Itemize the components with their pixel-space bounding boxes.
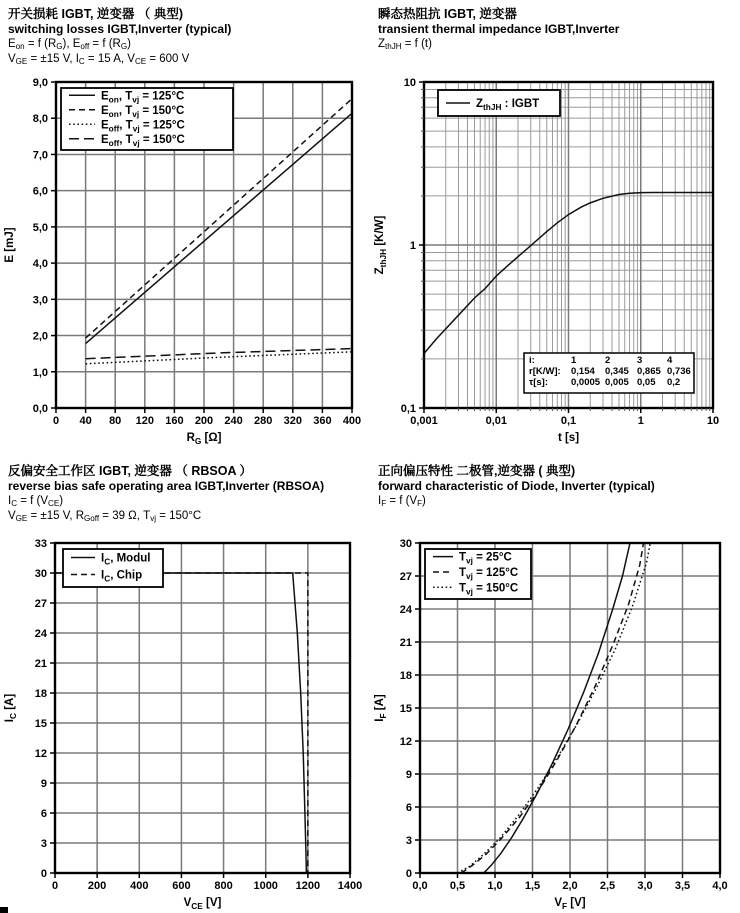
x-tick-label: 80 [109,415,122,427]
y-tick-label: 12 [399,736,412,748]
y-tick-label: 7,0 [32,149,48,162]
y-axis-title: E [mJ] [4,227,16,263]
chart-title-line: reverse bias safe operating area IGBT,Inverter (RBSOA) [8,479,325,493]
y-tick-label: 27 [34,598,47,610]
x-tick-label: 1 [637,415,644,427]
chart-title-line: $V_{GE} = \pm 15$ V, $R_{Goff} = 39$ Ω, $T_{vj} = 150^\circ C$ [8,510,202,524]
y-axis-title: $I_C$ [A] [4,693,18,723]
panel-diode-forward [370,457,740,913]
x-tick-label: 0 [52,415,60,427]
x-tick-label: 400 [130,880,149,892]
y-tick-label: 0,1 [400,403,416,415]
y-tick-label: 27 [399,571,412,583]
x-tick-label: 1000 [253,880,278,892]
table-cell: 0,0005 [571,377,601,388]
x-tick-label: 120 [135,415,154,427]
table-cell: 3 [637,355,643,366]
y-axis-title: $Z_{thJH}$ [K/W] [374,215,388,275]
table-cell: 4 [667,355,673,366]
x-tick-label: 40 [79,415,92,427]
y-tick-label: 18 [399,670,412,682]
y-tick-label: 30 [34,568,47,580]
x-tick-label: 0,0 [412,880,428,892]
legend-item-label: $E_{off}$, $T_{vj} = 150^\circ C$ [101,133,185,148]
y-tick-label: 0 [405,868,412,880]
legend-item-label: $E_{on}$, $T_{vj} = 125^\circ C$ [101,90,185,105]
y-tick-label: 5,0 [32,221,48,234]
table-cell: 0,2 [667,377,681,388]
chart-header-switching-losses [8,6,231,67]
chart-title-line: $Z_{thJH} = f$ (t) [378,38,432,52]
y-tick-label: 3 [405,835,412,847]
x-tick-label: 200 [194,415,214,427]
chart-header-transient-thermal-impedance [378,6,619,52]
table-cell: τ[s]: [529,377,549,388]
diode-forward-chart [370,523,740,913]
y-tick-label: 6 [40,808,47,820]
table-cell: 0,345 [605,366,629,377]
chart-title-line: forward characteristic of Diode, Inverter (typical) [378,479,655,493]
tick-labels [35,538,362,892]
y-tick-label: 2,0 [32,330,48,343]
y-tick-label: 3 [40,838,47,850]
y-tick-label: 9,0 [32,77,48,89]
x-tick-label: 600 [172,880,191,892]
chart-title-line: 反偏安全工作区 IGBT, 逆变器 （ RBSOA ） [8,464,252,478]
legend [438,90,560,116]
switching-losses-chart [0,62,370,452]
foster-parameter-table [524,353,694,393]
x-tick-label: 800 [214,880,233,892]
transient-thermal-impedance-chart [370,62,740,452]
x-tick-label: 240 [224,415,243,427]
x-tick-label: 4,0 [712,880,728,892]
chart-header-diode-forward [378,463,655,509]
x-axis-title: $V_F$ [V] [554,897,586,911]
x-tick-label: 1,0 [487,880,503,892]
y-tick-label: 1,0 [32,366,48,379]
y-tick-label: 0 [40,868,47,880]
y-tick-label: 12 [34,748,47,760]
series-eoff-125 [86,352,352,364]
x-tick-label: 400 [342,415,362,427]
y-tick-label: 0,0 [32,403,48,415]
x-tick-label: 3,5 [674,880,691,892]
x-tick-label: 3,0 [637,880,653,892]
legend-item-label: $E_{off}$, $T_{vj} = 125^\circ C$ [101,119,185,134]
y-tick-label: 9 [40,778,47,790]
chart-title-line: $I_F = f$ $(V_F)$ [378,495,426,509]
x-tick-label: 320 [283,415,302,427]
legend-item-label: $T_{vj} = 150^\circ C$ [459,582,519,597]
table-cell: 2 [605,355,611,366]
legend-item-label: $E_{on}$, $T_{vj} = 150^\circ C$ [101,104,185,119]
y-tick-label: 10 [403,77,416,89]
chart-title-line: 开关损耗 IGBT, 逆变器 （ 典型) [8,7,184,21]
chart-title-line: switching losses IGBT,Inverter (typical) [8,22,232,36]
table-cell: 0,865 [637,366,661,377]
x-axis-title: t [s] [557,432,580,444]
table-cell: 0,05 [637,377,656,388]
table-cell: r[K/W]: [529,366,561,377]
table-cell: 1 [571,355,577,366]
panel-transient-thermal-impedance [370,0,740,456]
panel-rbsoa [0,457,370,913]
chart-title-line: $I_C = f$ $(V_{CE})$ [8,495,64,509]
table-cell: i: [529,355,535,366]
x-axis-title: $V_{CE}$ [V] [183,897,222,911]
x-tick-label: 1400 [337,880,363,892]
y-tick-label: 15 [34,718,47,730]
y-tick-label: 6 [405,802,412,814]
x-tick-label: 0,001 [410,415,438,427]
rbsoa-chart [0,523,370,913]
chart-title-line: transient thermal impedance IGBT,Inverter [378,22,620,36]
table-cell: 0,736 [667,366,691,377]
x-tick-label: 280 [254,415,273,427]
chart-header-rbsoa [8,463,324,524]
legend-item-label: $I_C$, Modul [101,552,151,567]
legend [425,549,531,599]
chart-title-line: $E_{on} = f$ $(R_G)$, $E_{off} = f$ $(R_G)$ [8,38,131,52]
page-edge-mark [0,907,8,913]
panel-switching-losses [0,0,370,456]
x-tick-label: 360 [313,415,332,427]
y-tick-label: 21 [399,637,412,649]
x-tick-label: 0,1 [560,415,577,427]
legend [61,88,233,150]
y-tick-label: 33 [34,538,47,550]
x-tick-label: 0 [51,880,59,892]
x-tick-label: 160 [165,415,184,427]
y-tick-label: 15 [399,703,412,715]
y-tick-label: 6,0 [32,185,48,198]
x-tick-label: 0,01 [485,415,508,427]
table-cell: 0,005 [605,377,629,388]
y-tick-label: 24 [399,604,412,616]
y-tick-label: 24 [34,628,47,640]
y-tick-label: 1 [409,240,416,252]
chart-title-line: 正向偏压特性 二极管,逆变器 ( 典型) [378,464,576,478]
y-axis-title: $I_F$ [A] [374,694,388,722]
x-tick-label: 1200 [295,880,321,892]
y-tick-label: 8,0 [32,113,48,126]
legend-item-label: $Z_{thJH}$ : IGBT [476,98,540,112]
x-axis-title: $R_G$ [Ω] [186,432,222,446]
chart-title-line: 瞬态热阻抗 IGBT, 逆变器 [378,7,517,21]
legend [63,549,163,587]
y-tick-label: 3,0 [32,294,48,307]
x-tick-label: 2,5 [599,880,616,892]
y-tick-label: 30 [399,538,412,550]
x-tick-label: 1,5 [524,880,541,892]
y-tick-label: 21 [34,658,47,670]
legend-item-label: $T_{vj} = 25^\circ C$ [459,551,512,566]
table-cell: 0,154 [571,366,595,377]
series-eoff-150 [86,349,352,359]
x-tick-label: 200 [87,880,107,892]
y-tick-label: 9 [405,769,412,781]
y-tick-label: 4,0 [32,258,48,271]
chart-title-line: $V_{GE} = \pm 15$ V, $I_C = 15$ A, $V_{CE} = 600$ V [8,53,190,67]
x-tick-label: 10 [706,415,720,427]
y-tick-label: 18 [34,688,47,700]
legend-item-label: $I_C$, Chip [101,569,143,584]
x-tick-label: 2,0 [562,880,578,892]
legend-item-label: $T_{vj} = 125^\circ C$ [459,566,519,581]
x-tick-label: 0,5 [449,880,466,892]
